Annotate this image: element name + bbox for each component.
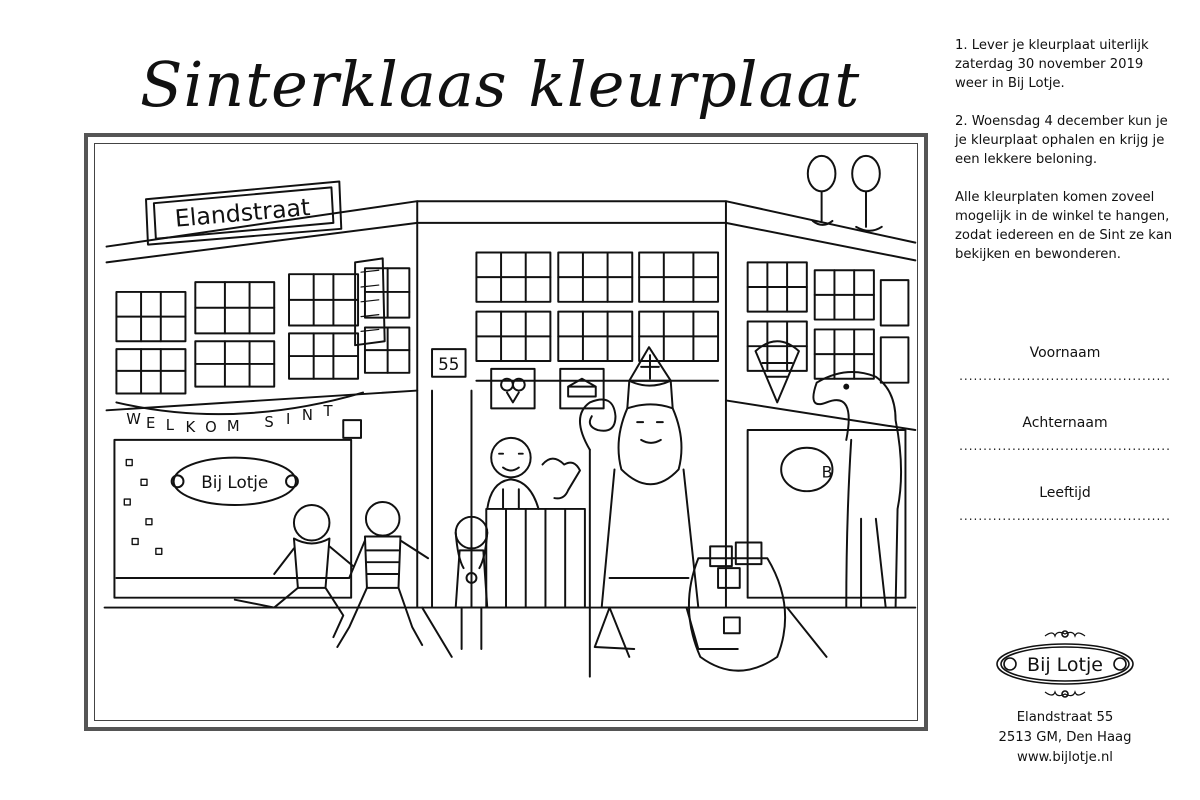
coloring-picture-frame <box>84 133 928 731</box>
shelf-item <box>343 420 361 438</box>
last-name-field[interactable]: ............................................ <box>959 439 1171 453</box>
bij-lotje-logo <box>990 628 1140 698</box>
banner-letter: O <box>205 419 217 437</box>
cloud-hand <box>542 459 579 499</box>
right-building <box>726 156 915 608</box>
address-city: 2513 GM, Den Haag <box>998 730 1132 745</box>
logo-text: Bij Lotje <box>1027 654 1103 676</box>
right-upper-windows <box>748 262 909 382</box>
age-field[interactable]: ............................................ <box>959 509 1171 523</box>
banner-letter: M <box>226 418 240 436</box>
child-running-left <box>235 505 353 637</box>
shop-window-sign-text: Bij Lotje <box>201 472 269 493</box>
banner-letter: S <box>264 414 274 432</box>
gift-sack <box>689 558 785 670</box>
cake-sign <box>560 369 603 408</box>
entry-form <box>955 342 1175 552</box>
beard <box>619 408 682 484</box>
instructions-panel <box>955 36 1175 283</box>
coloring-picture-inner-border <box>94 143 918 721</box>
address-street: Elandstraat 55 <box>1016 710 1114 725</box>
age-label: Leeftijd <box>1039 485 1091 501</box>
banner-letter: N <box>301 407 313 425</box>
roof-legs <box>808 156 882 231</box>
address-website[interactable]: www.bijlotje.nl <box>1017 750 1113 765</box>
center-upper-windows <box>476 252 718 360</box>
sidewalk <box>105 608 916 657</box>
sinterklaas <box>580 347 785 676</box>
banner-letter: K <box>185 419 196 437</box>
coloring-scene <box>95 144 917 720</box>
shopkeeper <box>487 438 538 509</box>
instruction-note: Alle kleurplaten komen zoveel mogelijk in de winkel te hangen, zodat iedereen en de Sint ze kan bekijken en bewonderen. <box>955 190 1173 262</box>
first-name-field[interactable]: ............................................ <box>959 369 1171 383</box>
house-number-text: 55 <box>438 353 460 374</box>
banner-letter: W <box>126 411 141 429</box>
shop-counter <box>486 509 585 608</box>
instruction-step-1: 1. Lever je kleurplaat uiterlijk zaterdag 30 november 2019 weer in Bij Lotje. <box>955 38 1149 91</box>
welkom-banner <box>116 393 363 436</box>
banner-letter: T <box>323 403 333 421</box>
robe <box>602 469 699 607</box>
instruction-step-2: 2. Woensdag 4 december kun je je kleurplaat ophalen en krijg je een lekkere beloning. <box>955 114 1168 167</box>
shop-address <box>955 708 1175 768</box>
banner-letter: E <box>146 415 156 433</box>
shop-window-sign <box>172 458 298 505</box>
confetti <box>124 460 161 555</box>
left-building <box>107 181 418 607</box>
banner-letter: L <box>165 417 174 435</box>
staff-crook <box>580 400 616 450</box>
horse <box>813 372 901 608</box>
page-title: Sinterklaas kleurplaat <box>140 48 861 121</box>
last-name-label: Achternaam <box>1022 415 1108 431</box>
street-sign-text: Elandstraat <box>173 193 312 233</box>
street-sign <box>146 181 341 244</box>
first-name-label: Voornaam <box>1029 345 1101 361</box>
banner-letter: I <box>286 411 291 429</box>
right-shop-sign-text: B <box>821 462 833 482</box>
house-number-plate <box>432 349 466 377</box>
